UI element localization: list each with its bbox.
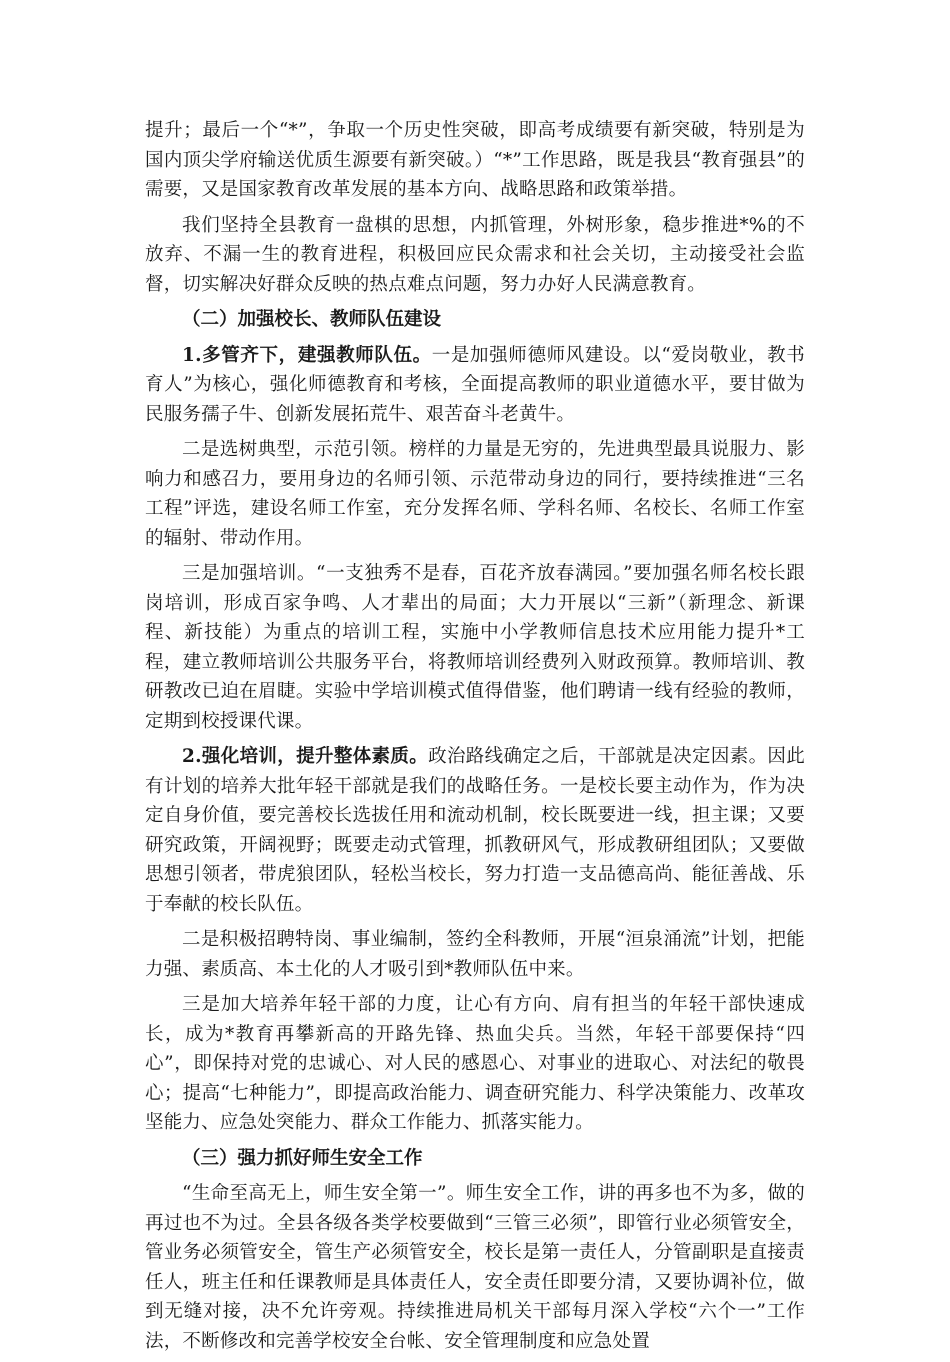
paragraph-overall-quality [145, 742, 805, 919]
paragraph-overall-approach: 我们坚持全县教育一盘棋的思想，内抓管理，外树形象，稳步推进*%的不放弃、不漏一生的教育进程，积极回应民众需求和社会关切，主动接受社会监督，切实解决好群众反映的热点难点问题，努力办好人民满意教育。 [145, 214, 805, 295]
paragraph-lead-bold: 2.强化培训，提升整体素质。 [182, 746, 429, 767]
paragraph-young-cadres: 三是加大培养年轻干部的力度，让心有方向、肩有担当的年轻干部快速成长，成为*教育再攀新高的开路先锋、热血尖兵。当然，年轻干部要保持“四心”，即保持对党的忠诚心、对人民的感恩心、对事业的进取心、对法纪的敬畏心；提高“七种能力”，即提高政治能力、调查研究能力、科学决策能力、改革攻坚能力、应急处突能力、群众工作能力、抓落实能力。 [145, 994, 805, 1133]
paragraph-recruitment: 二是积极招聘特岗、事业编制，签约全科教师，开展“洹泉涌流”计划，把能力强、素质高、本土化的人才吸引到*教师队伍中来。 [145, 929, 805, 980]
section-heading-safety: （三）强力抓好师生安全工作 [182, 1147, 423, 1169]
paragraph-role-models: 二是选树典型，示范引领。榜样的力量是无穷的，先进典型最具说服力、影响力和感召力，要用身边的名师引领、示范带动身边的同行，要持续推进“三名工程”评选，建设名师工作室，充分发挥名师、学科名师、名校长、名师工作室的辐射、带动作用。 [145, 439, 805, 549]
paragraph-body-text: 政治路线确定之后，干部就是决定因素。因此有计划的培养大批年轻干部就是我们的战略任务。一是校长要主动作为，作为决定自身价值，要完善校长选拔任用和流动机制，校长既要进一线，担主课；又要研究政策，开阔视野；既要走动式管理，抓教研风气，形成教研组团队；又要做思想引领者，带虎狼团队，轻松当校长，努力打造一支品德高尚、能征善战、乐于奉献的校长队伍。 [145, 746, 805, 915]
paragraph-body-text: 一是加强师德师风建设。以“爱岗敬业，教书育人”为核心，强化师德教育和考核，全面提高教师的职业道德水平，要甘做为民服务孺子牛、创新发展拓荒牛、艰苦奋斗老黄牛。 [145, 344, 805, 425]
paragraph-teacher-team [145, 341, 805, 430]
paragraph-training: 三是加强培训。“一支独秀不是春，百花齐放春满园。”要加强名师名校长跟岗培训，形成百家争鸣、人才辈出的局面；大力开展以“三新”（新理念、新课程、新技能）为重点的培训工程，实施中小学教师信息技术应用能力提升*工程，建立教师培训公共服务平台，将教师培训经费列入财政预算。教师培训、教研教改已迫在眉睫。实验中学培训模式值得借鉴，他们聘请一线有经验的教师，定期到校授课代课。 [145, 563, 805, 732]
document-body [145, 116, 805, 1362]
section-heading-team-building: （二）加强校长、教师队伍建设 [182, 309, 442, 330]
paragraph-continuation: 提升；最后一个“*”，争取一个历史性突破，即高考成绩要有新突破，特别是为国内顶尖学府输送优质生源要有新突破。）“*”工作思路，既是我县“教育强县”的需要，又是国家教育改革发展的基本方向、战略思路和政策举措。 [145, 120, 805, 200]
paragraph-lead-bold: 1.多管齐下，建强教师队伍。 [182, 344, 432, 366]
paragraph-safety-work: “生命至高无上，师生安全第一”。师生安全工作，讲的再多也不为多，做的再过也不为过。全县各级各类学校要做到“三管三必须”，即管行业必须管安全，管业务必须管安全，管生产必须管安全，校长是第一责任人，分管副职是直接责任人，班主任和任课教师是具体责任人，安全责任即要分清，又要协调补位，做到无缝对接，决不允许旁观。持续推进局机关干部每月深入学校“六个一”工作法，不断修改和完善学校安全台帐、安全管理制度和应急处置 [145, 1183, 805, 1352]
